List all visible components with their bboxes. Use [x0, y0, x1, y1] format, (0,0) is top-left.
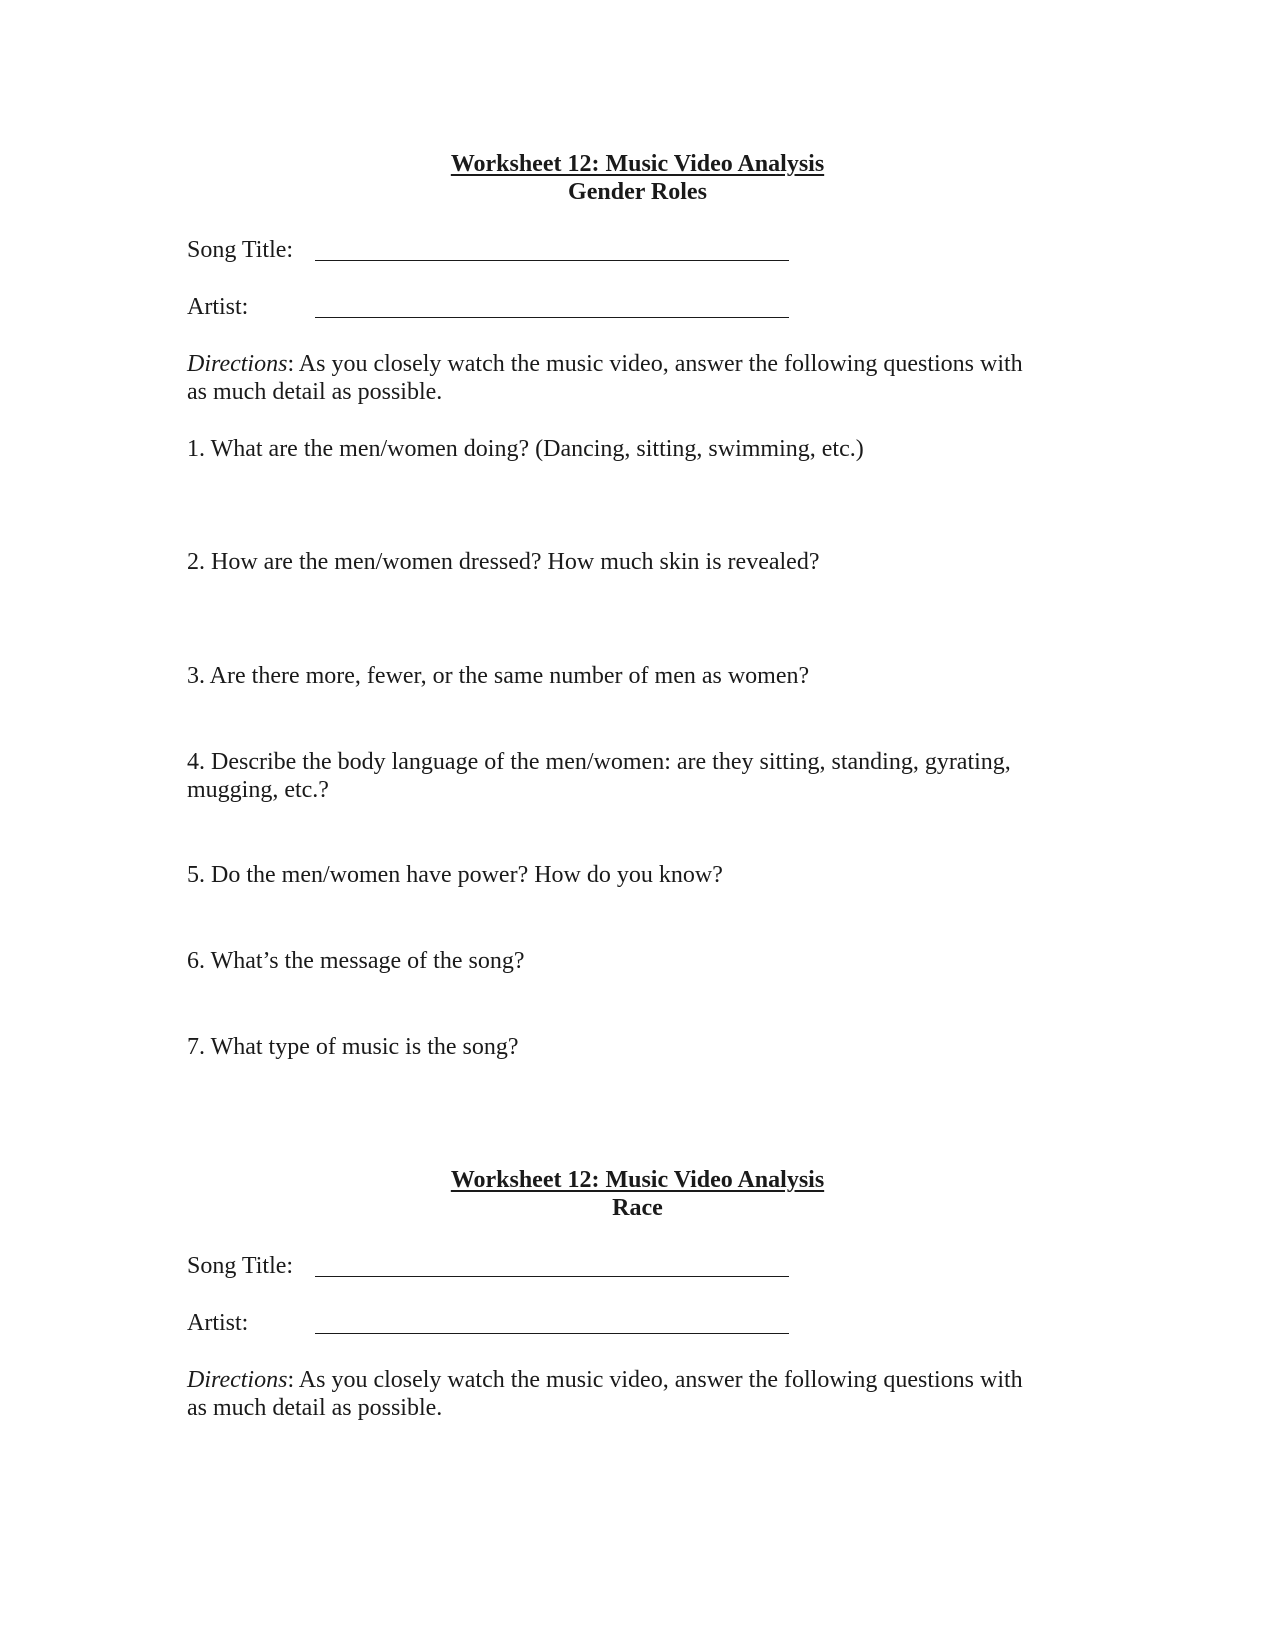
artist-field-2[interactable] [315, 1333, 789, 1334]
directions-text-1b: as much detail as possible. [187, 379, 443, 405]
song-title-label-1: Song Title: [187, 237, 294, 263]
song-title-label-2: Song Title: [187, 1253, 294, 1279]
worksheet-subtitle-1: Gender Roles [568, 179, 707, 205]
question-4b: mugging, etc.? [187, 777, 329, 803]
directions-2 [187, 1366, 1087, 1394]
worksheet-title-1: Worksheet 12: Music Video Analysis [450, 151, 825, 177]
song-title-field-1[interactable] [315, 260, 789, 261]
directions-text-2b: as much detail as possible. [187, 1395, 443, 1421]
question-2: 2. How are the men/women dressed? How much skin is revealed? [187, 549, 820, 575]
directions-1 [187, 350, 1087, 378]
directions-text-1: : As you closely watch the music video, answer the following questions with [287, 351, 1023, 377]
directions-text-2: : As you closely watch the music video, answer the following questions with [287, 1367, 1023, 1393]
question-6: 6. What’s the message of the song? [187, 948, 525, 974]
song-title-field-2[interactable] [315, 1276, 789, 1277]
artist-field-1[interactable] [315, 317, 789, 318]
directions-label-2: Directions [187, 1367, 288, 1393]
question-4: 4. Describe the body language of the men/women: are they sitting, standing, gyrating, [187, 749, 1011, 775]
question-3: 3. Are there more, fewer, or the same number of men as women? [187, 663, 810, 689]
question-7: 7. What type of music is the song? [187, 1034, 519, 1060]
question-5: 5. Do the men/women have power? How do you know? [187, 862, 723, 888]
worksheet-subtitle-2: Race [612, 1195, 663, 1221]
artist-label-1: Artist: [187, 294, 249, 320]
artist-label-2: Artist: [187, 1310, 249, 1336]
directions-label-1: Directions [187, 351, 288, 377]
worksheet-title-2: Worksheet 12: Music Video Analysis [450, 1167, 825, 1193]
question-1: 1. What are the men/women doing? (Dancing, sitting, swimming, etc.) [187, 436, 864, 462]
